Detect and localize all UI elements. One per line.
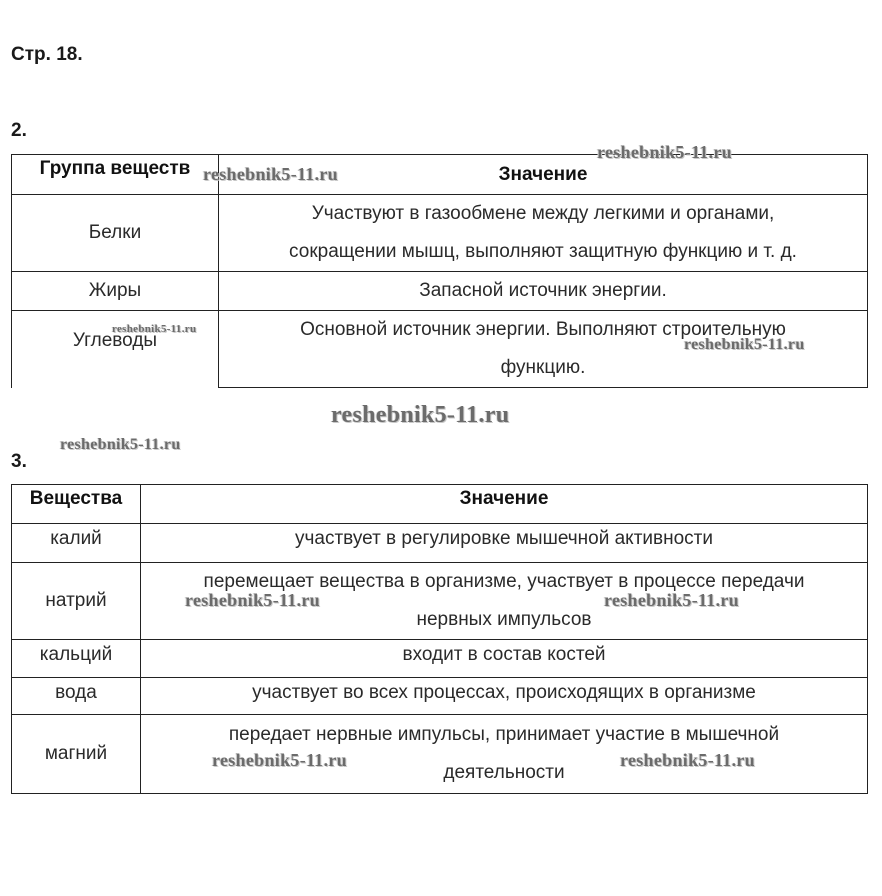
header-group: Группа веществ [12, 155, 219, 195]
meaning-cell [141, 563, 868, 640]
watermark: reshebnik5-11.ru [212, 750, 347, 770]
substance-cell: вода [12, 678, 141, 715]
substance-cell: натрий [12, 563, 141, 640]
meaning-cell [141, 715, 868, 794]
watermark: reshebnik5-11.ru [684, 336, 805, 353]
table-row [12, 640, 868, 678]
meaning-cell: входит в состав костей [141, 640, 868, 678]
header-meaning: Значение [219, 155, 868, 195]
meaning-line-1: передает нервные импульсы, принимает участие в мышечной [228, 724, 780, 745]
table-row [12, 195, 868, 272]
section-2-number: 2. [11, 120, 27, 141]
watermark: reshebnik5-11.ru [331, 402, 510, 428]
page-label: Стр. 18. [11, 44, 83, 65]
watermark: reshebnik5-11.ru [112, 323, 197, 335]
table-row [12, 563, 868, 640]
table-substance-groups [11, 154, 868, 388]
header-meaning: Значение [141, 485, 868, 524]
group-cell: Углеводы [12, 311, 219, 388]
table-row [12, 524, 868, 563]
meaning-cell: участвует в регулировке мышечной активности [141, 524, 868, 563]
meaning-line-1: Участвуют в газообмене между легкими и органами, [311, 203, 775, 224]
watermark: reshebnik5-11.ru [203, 164, 338, 184]
meaning-cell [219, 311, 868, 388]
group-cell: Белки [12, 195, 219, 272]
meaning-cell: Запасной источник энергии. [219, 272, 868, 311]
meaning-line-2: сокращении мышц, выполняют защитную функцию и т. д. [289, 241, 797, 262]
table-row [12, 311, 868, 388]
substance-cell: магний [12, 715, 141, 794]
table-header-row [12, 485, 868, 524]
table-substances [11, 484, 868, 794]
watermark: reshebnik5-11.ru [60, 436, 181, 453]
group-cell: Жиры [12, 272, 219, 311]
table-row [12, 272, 868, 311]
meaning-line-1: перемещает вещества в организме, участвует в процессе передачи [203, 571, 805, 592]
table-row [12, 678, 868, 715]
meaning-line-2: деятельности [443, 762, 565, 783]
meaning-line-2: функцию. [500, 357, 586, 378]
watermark: reshebnik5-11.ru [185, 590, 320, 610]
watermark: reshebnik5-11.ru [620, 750, 755, 770]
section-3-number: 3. [11, 451, 27, 472]
meaning-line-2: нервных импульсов [416, 609, 592, 630]
watermark: reshebnik5-11.ru [604, 590, 739, 610]
meaning-cell [219, 195, 868, 272]
substance-cell: калий [12, 524, 141, 563]
meaning-line-1: Основной источник энергии. Выполняют строительную [300, 319, 786, 340]
table-row [12, 715, 868, 794]
substance-cell: кальций [12, 640, 141, 678]
table-header-row [12, 155, 868, 195]
watermark: reshebnik5-11.ru [597, 142, 732, 162]
header-substance: Вещества [12, 485, 141, 524]
meaning-cell: участвует во всех процессах, происходящих в организме [141, 678, 868, 715]
